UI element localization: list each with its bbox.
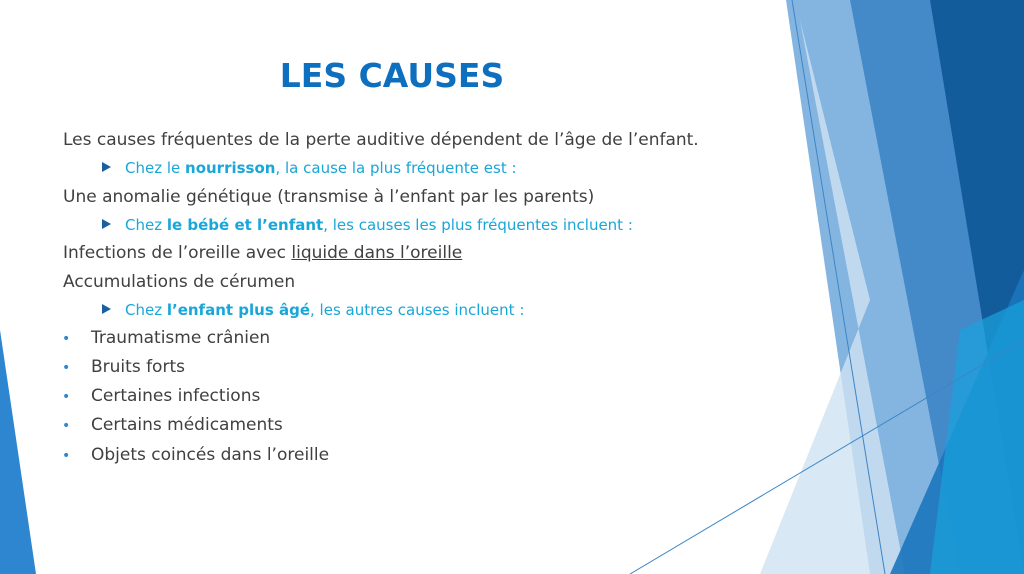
bullet-item: Traumatisme crânien — [91, 328, 271, 348]
group-3-heading — [102, 301, 524, 319]
group-2-item-1-pre: Infections de l’oreille avec — [63, 243, 292, 263]
group-2-pre: Chez — [125, 216, 167, 234]
triangle-bullet-icon — [102, 219, 111, 229]
group-2-post: , les causes les plus fréquentes incluent : — [323, 216, 633, 234]
group-2-heading — [102, 216, 633, 234]
triangle-bullet-icon — [102, 304, 111, 314]
group-2-item-2: Accumulations de cérumen — [63, 272, 296, 292]
bullet-item: Certaines infections — [91, 386, 261, 406]
underlined-phrase: liquide dans l’oreille — [291, 243, 463, 263]
slide-title: LES CAUSES — [279, 56, 505, 95]
dot-bullet-icon: • — [62, 360, 71, 376]
bullet-item: Certains médicaments — [91, 415, 283, 435]
group-3-bold: l’enfant plus âgé — [166, 301, 311, 319]
dot-bullet-icon: • — [62, 331, 71, 347]
group-1-item-1: Une anomalie génétique (transmise à l’enfant par les parents) — [63, 187, 595, 207]
bullet-item: Objets coincés dans l’oreille — [91, 445, 330, 465]
group-1-heading — [102, 159, 517, 177]
group-1-post: , la cause la plus fréquente est : — [275, 159, 517, 177]
group-2-item-1 — [63, 243, 462, 263]
group-3-post: , les autres causes incluent : — [310, 301, 525, 319]
dot-bullet-icon: • — [62, 389, 71, 405]
group-1-pre: Chez le — [125, 159, 186, 177]
group-2-bold: le bébé et l’enfant — [166, 216, 324, 234]
bullet-item: Bruits forts — [91, 357, 185, 377]
triangle-bullet-icon — [102, 162, 111, 172]
dot-bullet-icon: • — [62, 448, 71, 464]
group-1-bold: nourrisson — [185, 159, 276, 177]
intro-text: Les causes fréquentes de la perte auditive dépendent de l’âge de l’enfant. — [63, 130, 699, 150]
deco-left-strip — [0, 330, 36, 574]
dot-bullet-icon: • — [62, 418, 71, 434]
group-3-pre: Chez — [125, 301, 167, 319]
